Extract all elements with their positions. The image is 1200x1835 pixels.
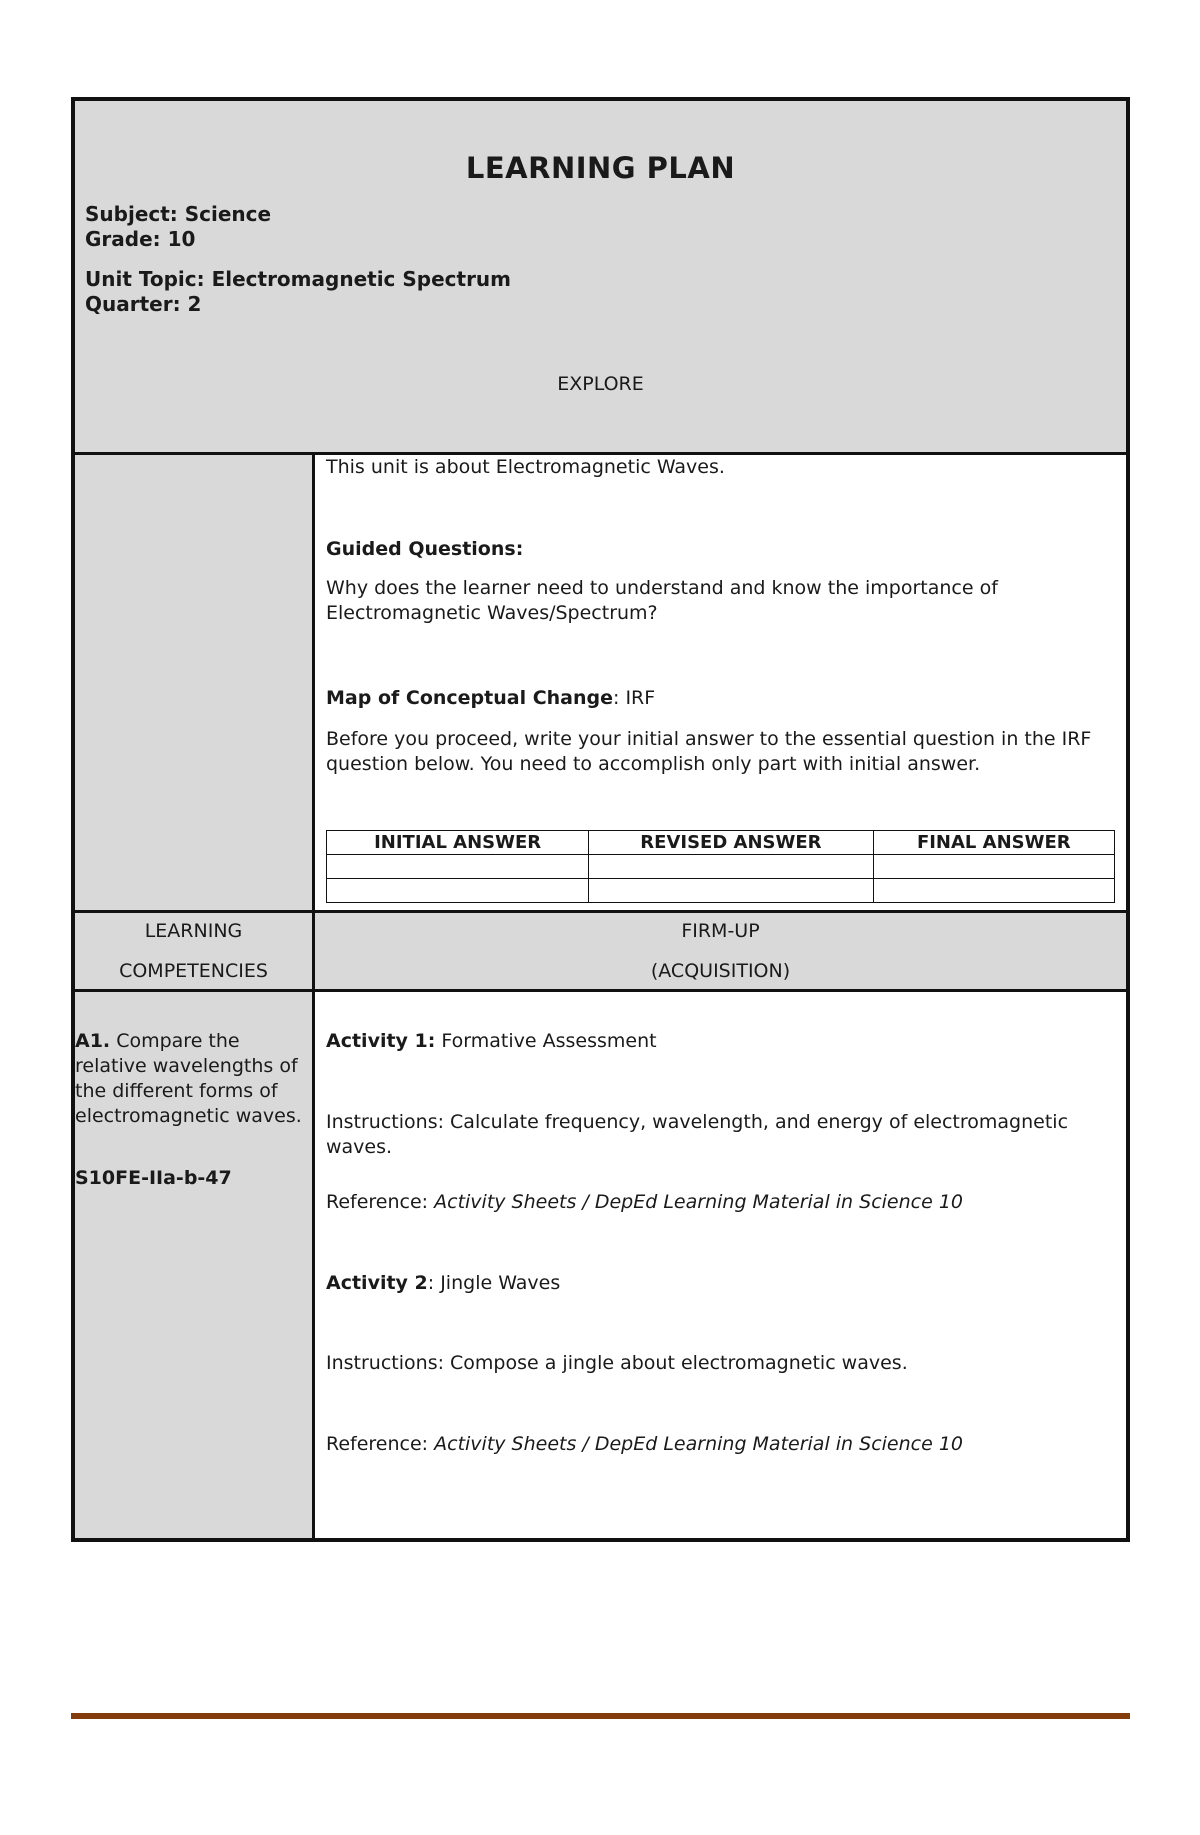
map-instructions: Before you proceed, write your initial answer to the essential question in the IRF question below. You need to accomplish only part with initial answer. (326, 728, 1092, 775)
map-value: : IRF (613, 687, 656, 709)
unit-topic-label: Unit Topic: Electromagnetic Spectrum (85, 267, 512, 291)
activity-1-name: Formative Assessment (435, 1030, 657, 1052)
irf-table (326, 830, 1115, 903)
firm-up-header-line1: FIRM-UP (681, 920, 760, 942)
activity-1-reference-title: Activity Sheets / DepEd Learning Material in Science 10 (434, 1191, 963, 1213)
unit-intro: This unit is about Electromagnetic Waves. (326, 456, 725, 478)
competency-label: A1. (75, 1030, 111, 1052)
activity-1-reference (326, 1190, 1106, 1215)
irf-row (327, 879, 1115, 903)
grade-label: Grade: 10 (85, 227, 196, 251)
firm-up-header-line2: (ACQUISITION) (650, 960, 791, 982)
competency-text (75, 1029, 307, 1129)
stage-label-explore: EXPLORE (557, 373, 644, 395)
activity-2-label: Activity 2 (326, 1272, 428, 1294)
activity-1-instructions: Instructions: Calculate frequency, wavelength, and energy of electromagnetic waves. (326, 1111, 1069, 1158)
subject-grade-block (85, 202, 271, 252)
activity-1-reference-prefix: Reference: (326, 1191, 435, 1213)
activity-2-instructions: Instructions: Compose a jingle about electromagnetic waves. (326, 1352, 908, 1374)
competencies-header-line2: COMPETENCIES (119, 960, 268, 982)
firm-up-header (315, 910, 1126, 992)
competency-cell (75, 992, 315, 1538)
activity-1-label: Activity 1: (326, 1030, 436, 1052)
activity-2-reference-prefix: Reference: (326, 1433, 435, 1455)
learning-plan-table (71, 97, 1130, 1542)
page-title: LEARNING PLAN (465, 151, 736, 185)
irf-final-header: FINAL ANSWER (873, 831, 1114, 855)
irf-header-row (327, 831, 1115, 855)
competency-description: Compare the relative wavelengths of the different forms of electromagnetic waves. (75, 1030, 302, 1127)
map-conceptual-change (326, 686, 1106, 711)
unit-quarter-block (85, 267, 511, 317)
quarter-label: Quarter: 2 (85, 292, 202, 316)
irf-initial-header: INITIAL ANSWER (327, 831, 589, 855)
plan-header (75, 101, 1126, 455)
competencies-header-line1: LEARNING (144, 920, 243, 942)
explore-left-cell (75, 455, 315, 910)
learning-competencies-header (75, 910, 315, 992)
activity-2-reference-title: Activity Sheets / DepEd Learning Material in Science 10 (434, 1433, 963, 1455)
irf-initial-cell[interactable] (327, 855, 589, 879)
competency-code: S10FE-IIa-b-47 (75, 1167, 232, 1189)
irf-row (327, 855, 1115, 879)
irf-final-cell[interactable] (873, 855, 1114, 879)
map-heading: Map of Conceptual Change (326, 687, 614, 709)
irf-revised-cell[interactable] (589, 855, 873, 879)
irf-final-cell[interactable] (873, 879, 1114, 903)
irf-revised-cell[interactable] (589, 879, 873, 903)
activity-2-title (326, 1271, 1106, 1296)
explore-content-cell (315, 455, 1126, 910)
irf-revised-header: REVISED ANSWER (589, 831, 873, 855)
irf-initial-cell[interactable] (327, 879, 589, 903)
footer-rule (71, 1713, 1130, 1719)
activity-1-title (326, 1029, 1106, 1054)
subject-label: Subject: Science (85, 202, 272, 226)
activities-cell (315, 992, 1126, 1538)
activity-2-reference (326, 1432, 1106, 1457)
guided-questions-heading: Guided Questions: (326, 538, 524, 560)
guided-question-text: Why does the learner need to understand and know the importance of Electromagnetic Waves/Spectrum? (326, 577, 998, 624)
activity-2-name: : Jingle Waves (427, 1272, 561, 1294)
